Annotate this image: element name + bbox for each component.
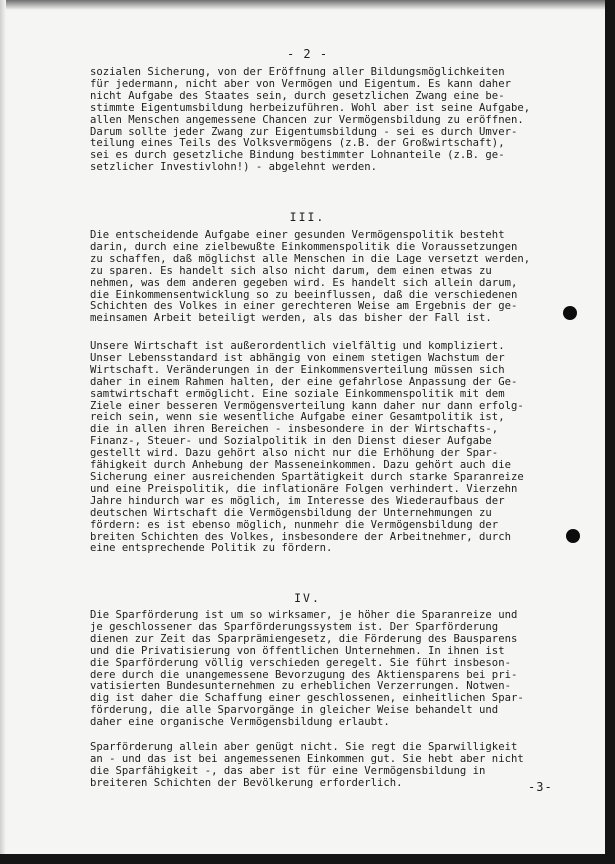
text-line: Wirtschaft. Veränderungen in der Einkommensverteilung müssen sich <box>90 363 505 376</box>
scan-left-shadow <box>0 0 6 864</box>
text-line: Unsere Wirtschaft ist außerordentlich vielfältig und kompliziert. <box>90 340 505 352</box>
text-line: dienen zur Zeit das Sparprämiengesetz, die Förderung des Bausparens <box>90 632 518 645</box>
text-line: Jahre hindurch war es möglich, im Interesse des Wiederaufbaus der <box>90 494 505 507</box>
text-line: deutschen Wirtschaft die Vermögensbildung der Unternehmungen zu <box>90 506 492 519</box>
text-line: eine entsprechende Politik zu fördern. <box>90 542 333 555</box>
text-line: Unser Lebensstandard ist abhängig von einem stetigen Wachstum der <box>90 351 505 364</box>
text-line: dig ist daher die Schaffung einer geschlossenen, einheitlichen Spar- <box>90 692 524 705</box>
text-line: sei es durch gesetzliche Bindung bestimmter Lohnanteile (z.B. ge- <box>90 149 505 162</box>
text-line: darin, durch eine zielbewußte Einkommenspolitik die Voraussetzungen <box>90 240 518 253</box>
scan-right-border <box>605 0 615 864</box>
text-line: die Sparfähigkeit -, das aber ist für eine Vermögensbildung in <box>90 764 486 777</box>
text-line: Ziele einer besseren Vermögensverteilung kann daher nur dann erfolg- <box>90 399 524 412</box>
text-line: Sparförderung allein aber genügt nicht. Sie regt die Sparwilligkeit <box>90 741 518 753</box>
text-line: breiten Schichten des Volkes, insbesondere der Arbeitnehmer, durch <box>90 530 511 543</box>
text-line: meinsamen Arbeit beteiligt werden, als das bisher der Fall ist. <box>90 312 492 325</box>
section-heading-iv: IV. <box>294 591 321 605</box>
text-line: die Sparförderung völlig verschieden geregelt. Sie führt insbeson- <box>90 656 511 669</box>
text-line: fördern: es ist ebenso möglich, nunmehr die Vermögensbildung der <box>90 518 499 531</box>
text-line: Die entscheidende Aufgabe einer gesunden Vermögenspolitik besteht <box>90 229 505 241</box>
text-line: und die Privatisierung von öffentlichen Unternehmen. In ihnen ist <box>90 644 505 657</box>
text-line: samtwirtschaft ermöglicht. Eine soziale Einkommenspolitik mit dem <box>90 387 505 400</box>
text-line: reich sein, wenn sie wesentliche Aufgabe einer Gesamtpolitik ist, <box>90 411 505 424</box>
text-line: nicht Aufgabe des Staates sein, durch gesetzlichen Zwang eine be- <box>90 89 505 102</box>
text-line: fähigkeit durch Anhebung der Masseneinkommen. Dazu gehört auch die <box>90 459 511 472</box>
text-line: teilung eines Teils des Volksvermögens (z.B. der Großwirtschaft), <box>90 137 505 150</box>
continuation-mark: -3- <box>528 780 553 794</box>
text-line: Darum sollte jeder Zwang zur Eigentumsbildung - sei es durch Umver- <box>90 125 518 138</box>
text-line: Finanz-, Steuer- und Sozialpolitik in den Dienst dieser Aufgabe <box>90 435 492 448</box>
punch-hole-upper <box>563 306 577 320</box>
paragraph-3 <box>90 341 572 555</box>
text-line: Sicherung einer ausreichenden Spartätigkeit durch starke Sparanreize <box>90 470 524 483</box>
text-line: für jedermann, nicht aber von Vermögen und Eigentum. Es kann daher <box>90 77 511 90</box>
text-line: allen Menschen angemessene Chancen zur Vermögensbildung zu eröffnen. <box>90 113 524 126</box>
text-line: stimmte Eigentumsbildung herbeizuführen. Wohl aber ist seine Aufgabe, <box>90 101 531 114</box>
text-line: setzlicher Investivlohn!) - abgelehnt werden. <box>90 161 378 174</box>
text-line: die in allen ihren Bereichen - insbesondere in der Wirtschafts-, <box>90 423 499 436</box>
section-heading-iii: III. <box>289 210 326 224</box>
text-line: Die Sparförderung ist um so wirksamer, je höher die Sparanreize und <box>90 609 518 621</box>
text-line: zu schaffen, daß möglichst alle Menschen in die Lage versetzt werden, <box>90 252 531 265</box>
text-line: vatisierten Bundesunternehmen zu erheblichen Verzerrungen. Notwen- <box>90 680 511 693</box>
text-line: dere durch die unangemessene Bevorzugung des Aktiensparens bei pri- <box>90 668 518 681</box>
text-line: daher eine organische Vermögensbildung erlaubt. <box>90 716 390 729</box>
text-line: förderung, die alle Sparvorgänge in gleicher Weise behandelt und <box>90 704 499 717</box>
punch-hole-lower <box>566 529 580 543</box>
scan-top-edge <box>0 0 615 10</box>
paragraph-2 <box>90 230 572 325</box>
text-line: zu sparen. Es handelt sich also nicht darum, dem einen etwas zu <box>90 264 492 277</box>
text-line: je geschlossener das Sparförderungssystem ist. Der Sparförderung <box>90 620 499 633</box>
text-line: daher in einem Rahmen halten, der eine gefahrlose Anpassung der Ge- <box>90 375 518 388</box>
text-line: Schichten des Volkes in einer gerechteren Weise am Ergebnis der ge- <box>90 300 518 313</box>
scan-bottom-border <box>0 854 615 864</box>
text-line: an - und das ist bei angemessenen Einkommen gut. Sie hebt aber nicht <box>90 752 524 765</box>
page-number: - 2 - <box>286 47 329 61</box>
text-line: breiteren Schichten der Bevölkerung erforderlich. <box>90 776 403 789</box>
text-line: nehmen, was dem anderen gegeben wird. Es handelt sich allein darum, <box>90 276 518 289</box>
paragraph-4 <box>90 610 572 729</box>
text-line: und eine Preispolitik, die inflationäre Folgen verhindert. Vierzehn <box>90 482 518 495</box>
paragraph-1 <box>90 67 572 174</box>
text-line: sozialen Sicherung, von der Eröffnung aller Bildungsmöglichkeiten <box>90 66 505 78</box>
paragraph-5 <box>90 742 572 790</box>
text-line: gestellt wird. Dazu gehört also nicht nur die Erhöhung der Spar- <box>90 447 499 460</box>
text-line: die Einkommensentwicklung so zu beeinflussen, daß die verschiedenen <box>90 288 518 301</box>
